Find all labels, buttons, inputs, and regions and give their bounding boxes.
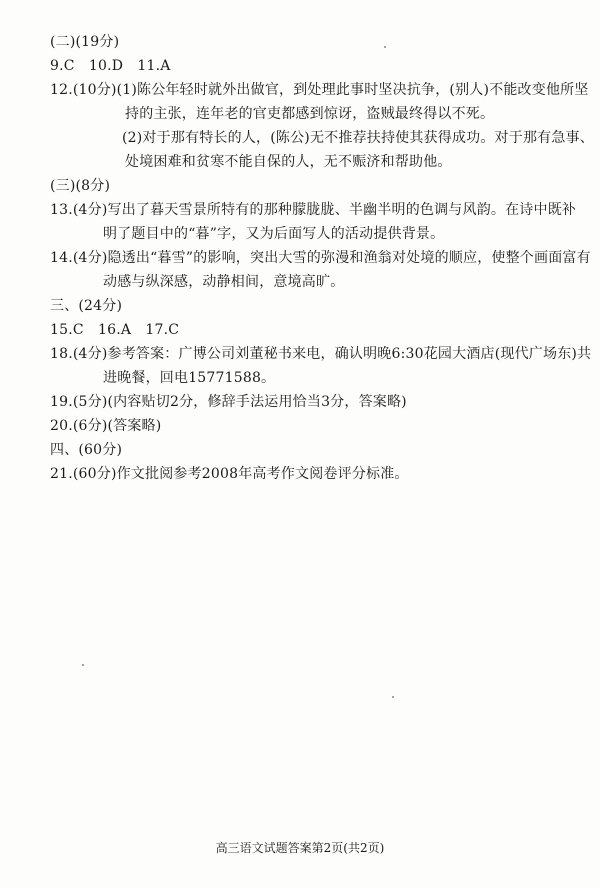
answer-13-line2: 明了题目中的“暮”字，又为后面写人的活动提供背景。 [103,226,445,242]
answer-12-part2-line1: (2)对于那有特长的人，(陈公)无不推荐扶持使其获得成功。对于那有急事、 [122,130,594,146]
part-4-header: 四、(60分) [50,442,123,458]
scan-speck [384,46,386,48]
answer-13-line1: 13.(4分)写出了暮天雪景所特有的那种朦胧胧、半幽半明的色调与风韵。在诗中既补 [50,202,577,218]
answer-12-part1-line2: 持的主张，连年老的官吏都感到惊讶，盗贼最终得以不死。 [125,106,495,122]
section-2-header: (二)(19分) [50,34,120,50]
section-3-header: (三)(8分) [50,178,111,194]
answer-19: 19.(5分)(内容贴切2分，修辞手法运用恰当3分，答案略) [50,394,407,410]
scan-speck [82,664,84,666]
answers-9-11: 9.C 10.D 11.A [50,58,171,74]
answers-15-17: 15.C 16.A 17.C [50,322,180,338]
answer-12-part2-line2: 处境困难和贫寒不能自保的人，无不赈济和帮助他。 [125,154,452,170]
answer-18-line1: 18.(4分)参考答案：广博公司刘董秘书来电，确认明晚6:30花园大酒店(现代广场东)共 [50,346,592,362]
scan-speck [392,696,394,698]
page-footer: 高三语文试题答案第2页(共2页) [215,841,385,855]
answer-14-line2: 动感与纵深感，动静相间，意境高旷。 [103,274,345,290]
answer-18-line2: 进晚餐，回电15771588。 [103,370,276,386]
answer-14-line1: 14.(4分)隐透出“暮雪”的影响，突出大雪的弥漫和渔翁对处境的顺应，使整个画面富有 [50,250,591,266]
answer-20: 20.(6分)(答案略) [50,418,162,434]
answer-21: 21.(60分)作文批阅参考2008年高考作文阅卷评分标准。 [50,466,409,482]
answer-12-part1-line1: 12.(10分)(1)陈公年轻时就外出做官，到处理此事时坚决抗争，(别人)不能改变他所坚 [50,82,589,98]
part-3-header: 三、(24分) [50,298,123,314]
